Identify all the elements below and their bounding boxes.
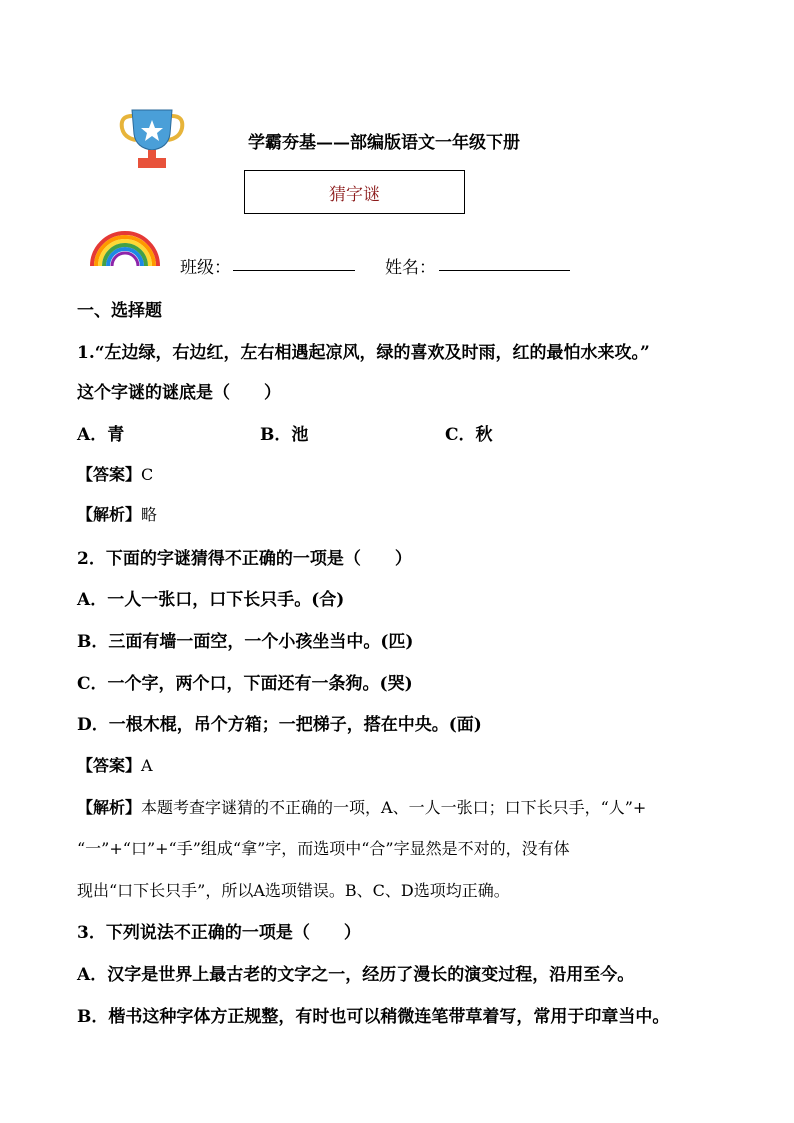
q2-option-c: C．一个字，两个口，下面还有一条狗。(哭) [77, 674, 413, 694]
analysis-text: 略 [141, 505, 158, 524]
answer-tag: 【答案】 [77, 465, 142, 484]
q1-stem-line2: 这个字谜的谜底是（ ） [77, 383, 281, 403]
q1-answer [77, 462, 153, 485]
analysis-tag: 【解析】 [77, 505, 142, 524]
section-heading: 一、选择题 [77, 301, 162, 321]
q2-option-b: B．三面有墙一面空，一个小孩坐当中。(匹) [77, 632, 414, 652]
answer-value: C [141, 465, 154, 484]
q1-stem: 1.“左边绿，右边红，左右相遇起凉风，绿的喜欢及时雨，红的最怕水来攻。” [77, 343, 650, 363]
q3-stem: 3．下列说法不正确的一项是（ ） [77, 923, 361, 943]
class-input-line[interactable] [233, 270, 355, 271]
q2-analysis-line1 [77, 795, 646, 818]
q3-option-b: B．楷书这种字体方正规整，有时也可以稍微连笔带草着写，常用于印章当中。 [77, 1007, 670, 1027]
answer-value: A [141, 756, 153, 775]
page-title: 学霸夯基——部编版语文一年级下册 [248, 133, 520, 153]
q2-answer [77, 753, 153, 776]
q1-analysis [77, 502, 157, 525]
q2-analysis-line3: 现出“口下长只手”，所以A选项错误。B、C、D选项均正确。 [77, 881, 510, 900]
q2-option-a: A．一人一张口，口下长只手。(合) [77, 590, 345, 610]
q3-option-a: A．汉字是世界上最古老的文字之一，经历了漫长的演变过程，沿用至今。 [77, 965, 635, 985]
class-label: 班级： [180, 258, 231, 278]
name-input-line[interactable] [439, 270, 570, 271]
analysis-text: 本题考查字谜猜的不正确的一项，A、一人一张口；口下长只手，“人”+ [141, 798, 647, 817]
q2-option-d: D．一根木棍，吊个方箱；一把梯子，搭在中央。(面) [77, 715, 482, 735]
lesson-title-box [244, 170, 465, 214]
answer-tag: 【答案】 [77, 756, 142, 775]
rainbow-icon [88, 228, 162, 268]
q2-stem: 2．下面的字谜猜得不正确的一项是（ ） [77, 549, 412, 569]
q2-analysis-line2: “一”+“口”+“手”组成“拿”字，而选项中“合”字显然是不对的，没有体 [77, 839, 570, 858]
q1-option-b: B．池 [260, 425, 309, 445]
name-label: 姓名： [385, 258, 436, 278]
lesson-title: 猜字谜 [329, 184, 380, 205]
analysis-tag: 【解析】 [77, 798, 142, 817]
q1-option-a: A．青 [77, 425, 125, 445]
trophy-icon [118, 108, 186, 170]
q1-option-c: C．秋 [445, 425, 493, 445]
